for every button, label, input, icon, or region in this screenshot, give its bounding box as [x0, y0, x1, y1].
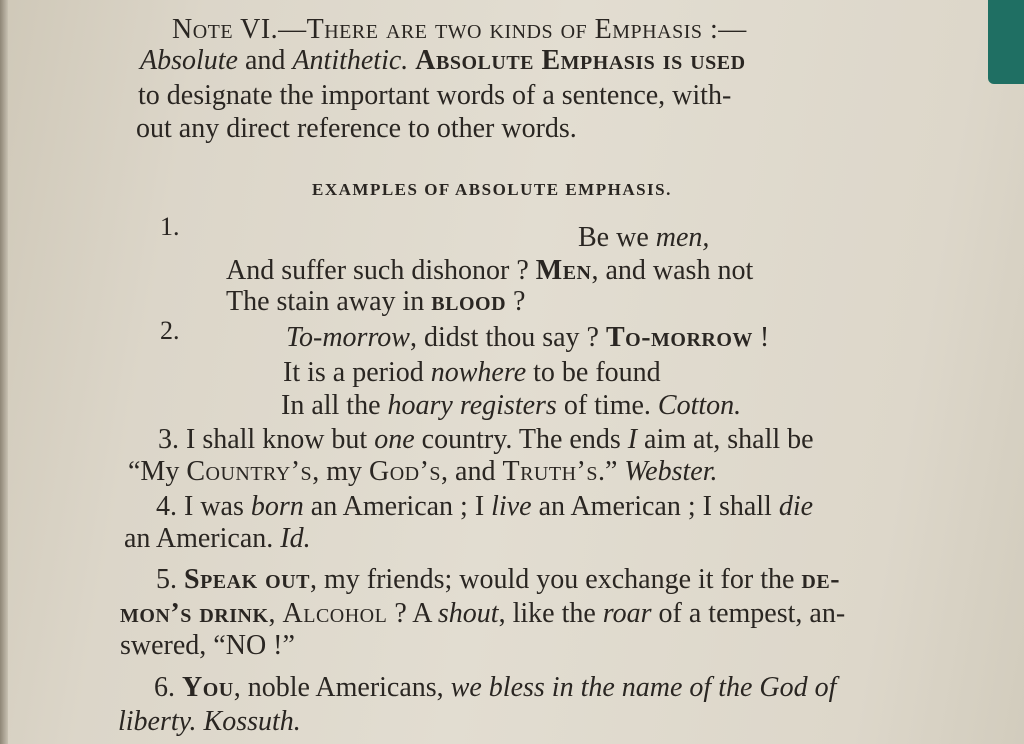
note-line-4 [136, 113, 577, 145]
ex6-liberty: liberty. [118, 706, 197, 737]
ex2-hoary: hoary registers [387, 390, 557, 421]
ex5-line-3 [120, 630, 295, 662]
ex5-text: , my friends; would you exchange it for the [309, 564, 802, 595]
ex2-text: It is a period [283, 357, 431, 388]
note-and: and [238, 45, 293, 76]
ex1-men: men, [655, 222, 710, 253]
ex3-text: country. The ends [414, 424, 628, 455]
ex5-text: of a tempest, an- [651, 598, 846, 629]
ex3-line-2 [128, 456, 717, 488]
ex2-tomorrow: To-morrow [286, 322, 410, 353]
ex2-text: of time. [556, 390, 658, 421]
ex2-line-1 [286, 322, 769, 354]
ex2-text: to be found [526, 357, 661, 388]
note-antithetic: Antithetic. [292, 45, 409, 76]
ex1-text: , and wash not [591, 255, 754, 286]
ex6-text: , noble Americans, [233, 672, 451, 703]
ex5-demons-drink: mon’s drink [120, 598, 269, 629]
note-line-3 [138, 80, 731, 112]
ex5-alcohol: Alcohol [282, 598, 388, 629]
ex6-you: You [182, 672, 234, 703]
ex3-truth: Truth’s [502, 456, 598, 487]
note-absolute-emphasis: Absolute Emphasis is used [415, 45, 746, 76]
ex5-shout: shout [437, 598, 499, 629]
ex1-text: ? [506, 286, 526, 317]
ex1-line-1 [578, 222, 709, 254]
ex3-text: aim at, shall be [637, 424, 814, 455]
ex3-text: , and [441, 456, 503, 487]
ex1-text: The stain away in [226, 286, 432, 317]
ex1-blood: blood [431, 286, 507, 317]
ex5-demon: de- [801, 564, 841, 595]
ex1-men-emph: Men [535, 255, 592, 286]
ex4-line-2 [124, 523, 311, 555]
ex5-line-2 [120, 598, 845, 630]
ex1-text: Be we [578, 222, 656, 253]
example-number: 2. [160, 316, 180, 345]
ex3-god: God’s [368, 456, 442, 487]
ex2-attribution: Cotton. [657, 390, 742, 421]
ex5-roar: roar [602, 598, 652, 629]
ex5-text: swered, “NO !” [120, 630, 295, 661]
ex6-attribution: Kossuth. [196, 706, 301, 737]
ex4-live: live [491, 491, 532, 522]
ex4-text: an American ; I [303, 491, 492, 522]
ex4-text: 4. I was [156, 491, 251, 522]
ex1-line-3 [226, 286, 525, 318]
ex6-line-2 [118, 706, 301, 738]
ex2-text: , didst thou say ? [409, 322, 606, 353]
ex5-speak-out: Speak out [184, 564, 310, 595]
book-gutter [0, 0, 8, 744]
ex2-text: ! [752, 322, 770, 353]
note-absolute: Absolute [140, 45, 238, 76]
ex5-text: 5. [156, 564, 184, 595]
note-line-2 [140, 45, 746, 77]
ex2-nowhere: nowhere [430, 357, 527, 388]
ex5-text: ? A [387, 598, 438, 629]
ex1-line-2 [226, 255, 753, 287]
examples-heading: EXAMPLES OF ABSOLUTE EMPHASIS. [312, 180, 672, 199]
book-cover-corner [988, 0, 1024, 84]
note-line-1 [172, 14, 747, 46]
ex6-bless: we bless in the name of the God of [450, 672, 837, 703]
ex4-text: an American. [124, 523, 281, 554]
ex3-text: .” [597, 456, 625, 487]
note-text: Note VI.—There are two kinds of Emphasis :— [172, 14, 747, 45]
ex4-text: an American ; I shall [531, 491, 779, 522]
ex4-die: die [778, 491, 814, 522]
ex3-country: Country’s [186, 456, 313, 487]
note-text: to designate the important words of a sentence, with- [138, 80, 732, 111]
ex5-line-1 [156, 564, 840, 596]
ex3-text: 3. I shall know but [158, 424, 375, 455]
ex2-tomorrow-emph: To-morrow [605, 322, 753, 353]
ex3-i: I [627, 424, 638, 455]
ex5-text: , [268, 598, 283, 629]
example-number: 1. [160, 212, 180, 241]
ex3-line-1 [158, 424, 814, 456]
ex2-line-2 [283, 357, 661, 389]
ex6-line-1 [154, 672, 836, 704]
ex3-one: one [374, 424, 415, 455]
ex4-born: born [250, 491, 304, 522]
ex5-text: , like the [498, 598, 603, 629]
ex3-text: “My [128, 456, 187, 487]
ex3-text: , my [312, 456, 369, 487]
ex2-line-3 [281, 390, 741, 422]
ex2-text: In all the [281, 390, 388, 421]
ex3-attribution: Webster. [624, 456, 718, 487]
ex6-text: 6. [154, 672, 182, 703]
note-text: out any direct reference to other words. [136, 113, 577, 144]
ex4-attribution: Id. [280, 523, 311, 554]
ex4-line-1 [156, 491, 813, 523]
ex1-text: And suffer such dishonor ? [226, 255, 536, 286]
